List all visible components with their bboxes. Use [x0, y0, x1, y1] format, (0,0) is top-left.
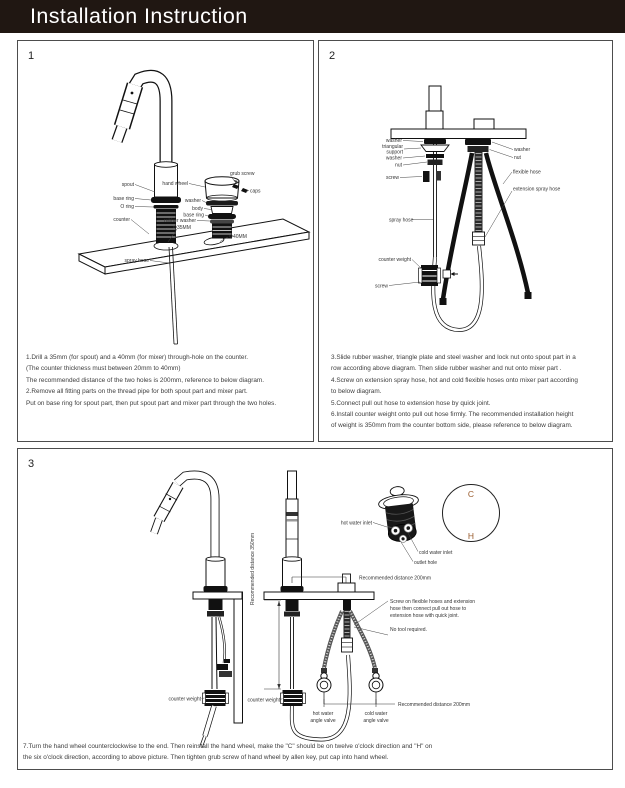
label-nut: nut — [395, 162, 402, 169]
label-hand-wheel: hand wheel — [162, 181, 188, 187]
instruction-line: (The counter thickness must between 20mm to 40mm) — [26, 365, 181, 373]
label-counter: counter — [113, 217, 130, 223]
label-washer-2: washer — [385, 155, 402, 162]
arrowhead — [277, 684, 280, 689]
instruction-line: 6.Install counter weight onto pull out hose firmly. The recommended installation height — [331, 411, 574, 419]
mixer-underside-drawing — [377, 484, 424, 545]
mixer-body-drawing — [474, 119, 494, 129]
instructions-step-3 — [23, 741, 607, 764]
step-number-1: 1 — [28, 50, 35, 62]
label-rec200-top: Recommended distance 200mm — [359, 575, 431, 582]
label-dia40: Φ40MM — [229, 234, 247, 240]
step-number-3: 3 — [28, 458, 35, 470]
label-screw: screw — [385, 175, 399, 181]
counter-slab-drawing — [391, 129, 526, 139]
label-hot-water-inlet: hot water inlet — [340, 520, 372, 527]
label-nut-right: nut — [514, 155, 521, 161]
counter-slab-drawing — [79, 219, 309, 274]
label-counter-weight-left: counter weight — [168, 696, 201, 703]
label-dia35: Φ35MM — [173, 225, 191, 231]
instruction-line: The recommended distance of the two holes is 200mm, reference to below diagram. — [26, 376, 264, 384]
label-hot-valve: hot water — [312, 711, 334, 717]
instruction-line: Put on base ring for spout part, then put spout part and mixer part through the two holes. — [26, 399, 277, 407]
label-outlet-hole: outlet hole — [414, 560, 438, 566]
label-cold-valve: cold water — [364, 711, 388, 717]
label-base-ring: base ring — [113, 196, 134, 202]
label-triangular: triangular — [382, 144, 403, 150]
label-extension-spray-hose: extension spray hose — [513, 186, 561, 193]
instructions-step-1 — [26, 352, 304, 409]
step-number-2: 2 — [329, 50, 336, 62]
instruction-line: 4.Screw on extension spray hose, hot and cold flexible hoses onto mixer part according — [331, 376, 578, 384]
instruction-line: 1.Drill a 35mm (for spout) and a 40mm (for mixer) through-hole on the counter. — [26, 354, 248, 361]
instruction-line: 2.Remove all fitting parts on the thread pipe for both spout part and mixer part. — [26, 388, 248, 396]
diagram-step-3 — [18, 449, 610, 767]
mixer-hoses-drawing — [440, 139, 532, 305]
label-flexible-hose: flexible hose — [513, 169, 541, 176]
label-spray-hose: spray hose — [389, 217, 414, 224]
weight-screw-drawing — [443, 270, 451, 278]
instruction-line: to below diagram. — [331, 388, 382, 396]
label-washer-right: washer — [514, 147, 531, 153]
hand-wheel-dial-drawing — [443, 485, 500, 542]
instruction-line: 3.Slide rubber washer, triangle plate and steel washer and lock nut onto spout part in a — [331, 354, 576, 361]
spout-fittings-drawing — [421, 139, 449, 182]
panel-step-2 — [318, 40, 613, 442]
label-caps: caps — [250, 188, 261, 195]
label-body: body — [192, 206, 203, 212]
instruction-line: of weight is 350mm from the counter bottom side, please reference to below diagram. — [331, 422, 573, 430]
label-cold-valve-2: angle valve — [363, 718, 389, 724]
label-counter-weight-mid: counter weight — [247, 697, 280, 704]
instruction-line: the six o'clock direction, according to above picture. Then tighten grub screw of hand wheel by allen key, put cap into hand wheel. — [23, 754, 389, 762]
arrowhead — [277, 601, 280, 606]
label-hot-valve-2: angle valve — [310, 718, 336, 724]
front-view-faucet-drawing — [264, 471, 383, 740]
note-line: Screw on flexible hoses and extension — [390, 599, 476, 605]
note-line: extension hose with quick joint. — [390, 613, 459, 619]
page-title: Installation Instruction — [0, 0, 625, 33]
instruction-line: row according above diagram. Then slide rubber washer and nut onto mixer part . — [331, 365, 562, 373]
label-c-mark: C — [467, 489, 475, 499]
label-spout: spout — [121, 182, 134, 188]
label-spray-hose: spray hose — [124, 258, 149, 264]
note-line: No tool required. — [390, 627, 427, 633]
instructions-step-2 — [331, 352, 605, 432]
label-weight-screw: screw — [374, 283, 388, 290]
arrowhead — [451, 272, 455, 276]
label-base-ring-2: base ring — [183, 212, 204, 219]
label-cold-water-inlet: cold water inlet — [419, 550, 453, 556]
label-grub-screw: grub screw — [230, 171, 255, 177]
label-rec350: Recommended distance 350mm — [250, 533, 256, 605]
label-rubber-washer: rubber washer — [164, 218, 196, 224]
panel-step-3 — [17, 448, 613, 770]
panel-step-1 — [17, 40, 314, 442]
label-counter-weight: counter weight — [378, 257, 411, 263]
cap-icon — [241, 188, 248, 193]
label-o-ring: O ring — [120, 204, 134, 210]
label-h-mark: H — [467, 531, 475, 541]
label-support: support — [386, 149, 403, 156]
instruction-line: 5.Connect pull out hose to extension hose by quick joint. — [331, 399, 491, 407]
label-rec200-bottom: Recommended distance 200mm — [398, 702, 470, 708]
instruction-line: 7.Turn the hand wheel counterclockwise to the end. Then reinstall the hand wheel, make the "C" should be on twelve o'clock direction and "H" on — [23, 743, 433, 750]
note-line: hose then connect pull out hose to — [390, 606, 467, 612]
label-washer: washer — [184, 198, 201, 204]
label-washer: washer — [385, 138, 402, 144]
note-block — [390, 599, 475, 633]
side-view-faucet-drawing — [154, 475, 243, 747]
